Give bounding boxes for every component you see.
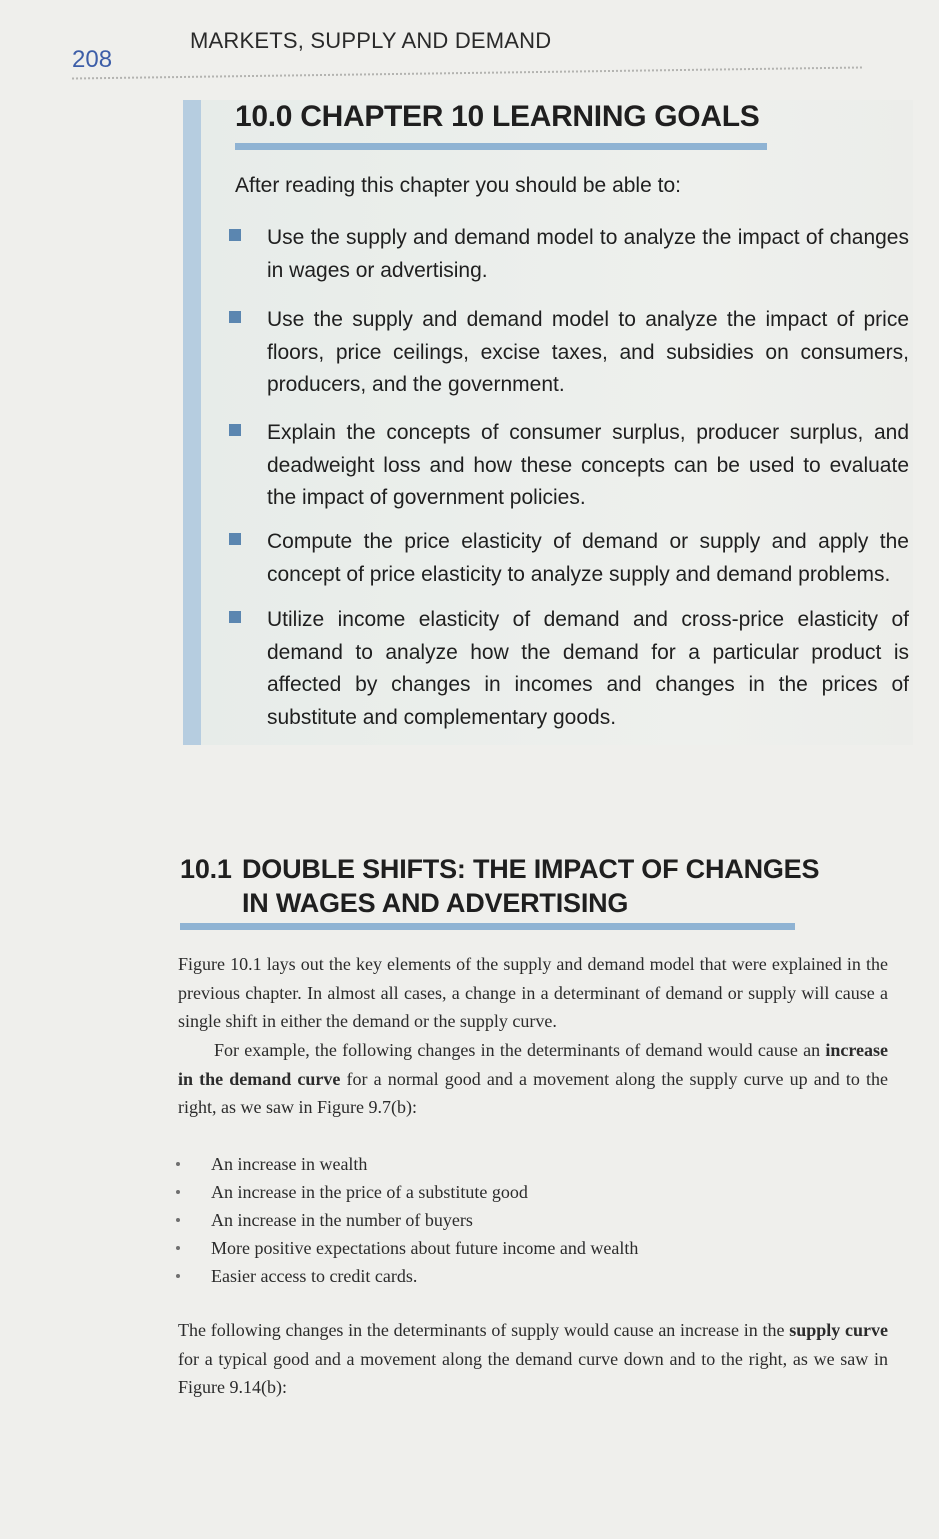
learning-goal-text: Explain the concepts of consumer surplus, producer surplus, and deadweight loss and how these concepts can be used to evaluate the impact of government policies. xyxy=(267,421,909,509)
body-paragraph-text: Figure 10.1 lays out the key elements of the supply and demand model that were explained in the previous chapter. In almost all cases, a change in a determinant of demand or supply will cause a single shift in either the demand or the supply curve. xyxy=(178,954,888,1031)
learning-goal-text: Use the supply and demand model to analyze the impact of changes in wages or advertising. xyxy=(267,226,909,282)
bullet-dot-icon xyxy=(176,1274,180,1278)
list-item: More positive expectations about future income and wealth xyxy=(176,1234,776,1262)
list-item: An increase in the number of buyers xyxy=(176,1206,776,1234)
section-title: DOUBLE SHIFTS: THE IMPACT OF CHANGES IN WAGES AND ADVERTISING xyxy=(242,854,820,918)
running-head: MARKETS, SUPPLY AND DEMAND xyxy=(190,28,552,53)
learning-goals-title-rule xyxy=(235,143,767,150)
square-bullet-icon xyxy=(229,229,241,241)
header-rule xyxy=(72,66,862,79)
square-bullet-icon xyxy=(229,533,241,545)
body-paragraph xyxy=(178,1036,888,1122)
square-bullet-icon xyxy=(229,424,241,436)
body-paragraph-text: for a normal good and a movement along the supply curve up and to the right, as we saw in Figure 9.7(b): xyxy=(178,1068,888,1117)
section-number: 10.1 xyxy=(180,854,232,884)
learning-goal-text: Use the supply and demand model to analyze the impact of price floors, price ceilings, excise taxes, and subsidies on consumers, producers, and the government. xyxy=(267,308,909,396)
list-item: Easier access to credit cards. xyxy=(176,1262,776,1290)
bullet-dot-icon xyxy=(176,1246,180,1250)
section-title-rule xyxy=(180,923,795,930)
bullet-dot-icon xyxy=(176,1218,180,1222)
list-item: An increase in the price of a substitute good xyxy=(176,1178,776,1206)
page-number: 208 xyxy=(72,46,113,73)
learning-goals-sidebar xyxy=(183,100,201,745)
bullet-dot-icon xyxy=(176,1190,180,1194)
square-bullet-icon xyxy=(229,611,241,623)
body-paragraph-text: For example, the following changes in the determinants of demand would cause an xyxy=(214,1040,826,1060)
learning-goals-box xyxy=(183,100,913,745)
learning-goals-intro: After reading this chapter you should be able to: xyxy=(235,174,681,197)
learning-goals-title: 10.0 CHAPTER 10 LEARNING GOALS xyxy=(235,100,760,133)
list-item: An increase in wealth xyxy=(176,1150,776,1178)
key-term: supply curve xyxy=(789,1320,888,1340)
body-paragraph xyxy=(178,1316,888,1402)
demand-determinants-list xyxy=(176,1150,776,1290)
body-paragraph-text: for a typical good and a movement along the demand curve down and to the right, as we saw in Figure 9.14(b): xyxy=(178,1348,888,1397)
body-paragraph xyxy=(178,950,888,1036)
learning-goal-text: Utilize income elasticity of demand and cross-price elasticity of demand to analyze how the demand for a particular product is affected by changes in incomes and changes in the prices of substitute and complementary goods. xyxy=(267,608,909,729)
learning-goal-text: Compute the price elasticity of demand or supply and apply the concept of price elasticity to analyze supply and demand problems. xyxy=(267,530,909,586)
key-term: increase in the demand curve xyxy=(178,1040,888,1089)
body-paragraph-text: The following changes in the determinants of supply would cause an increase in the xyxy=(178,1320,790,1340)
bullet-dot-icon xyxy=(176,1162,180,1166)
square-bullet-icon xyxy=(229,311,241,323)
